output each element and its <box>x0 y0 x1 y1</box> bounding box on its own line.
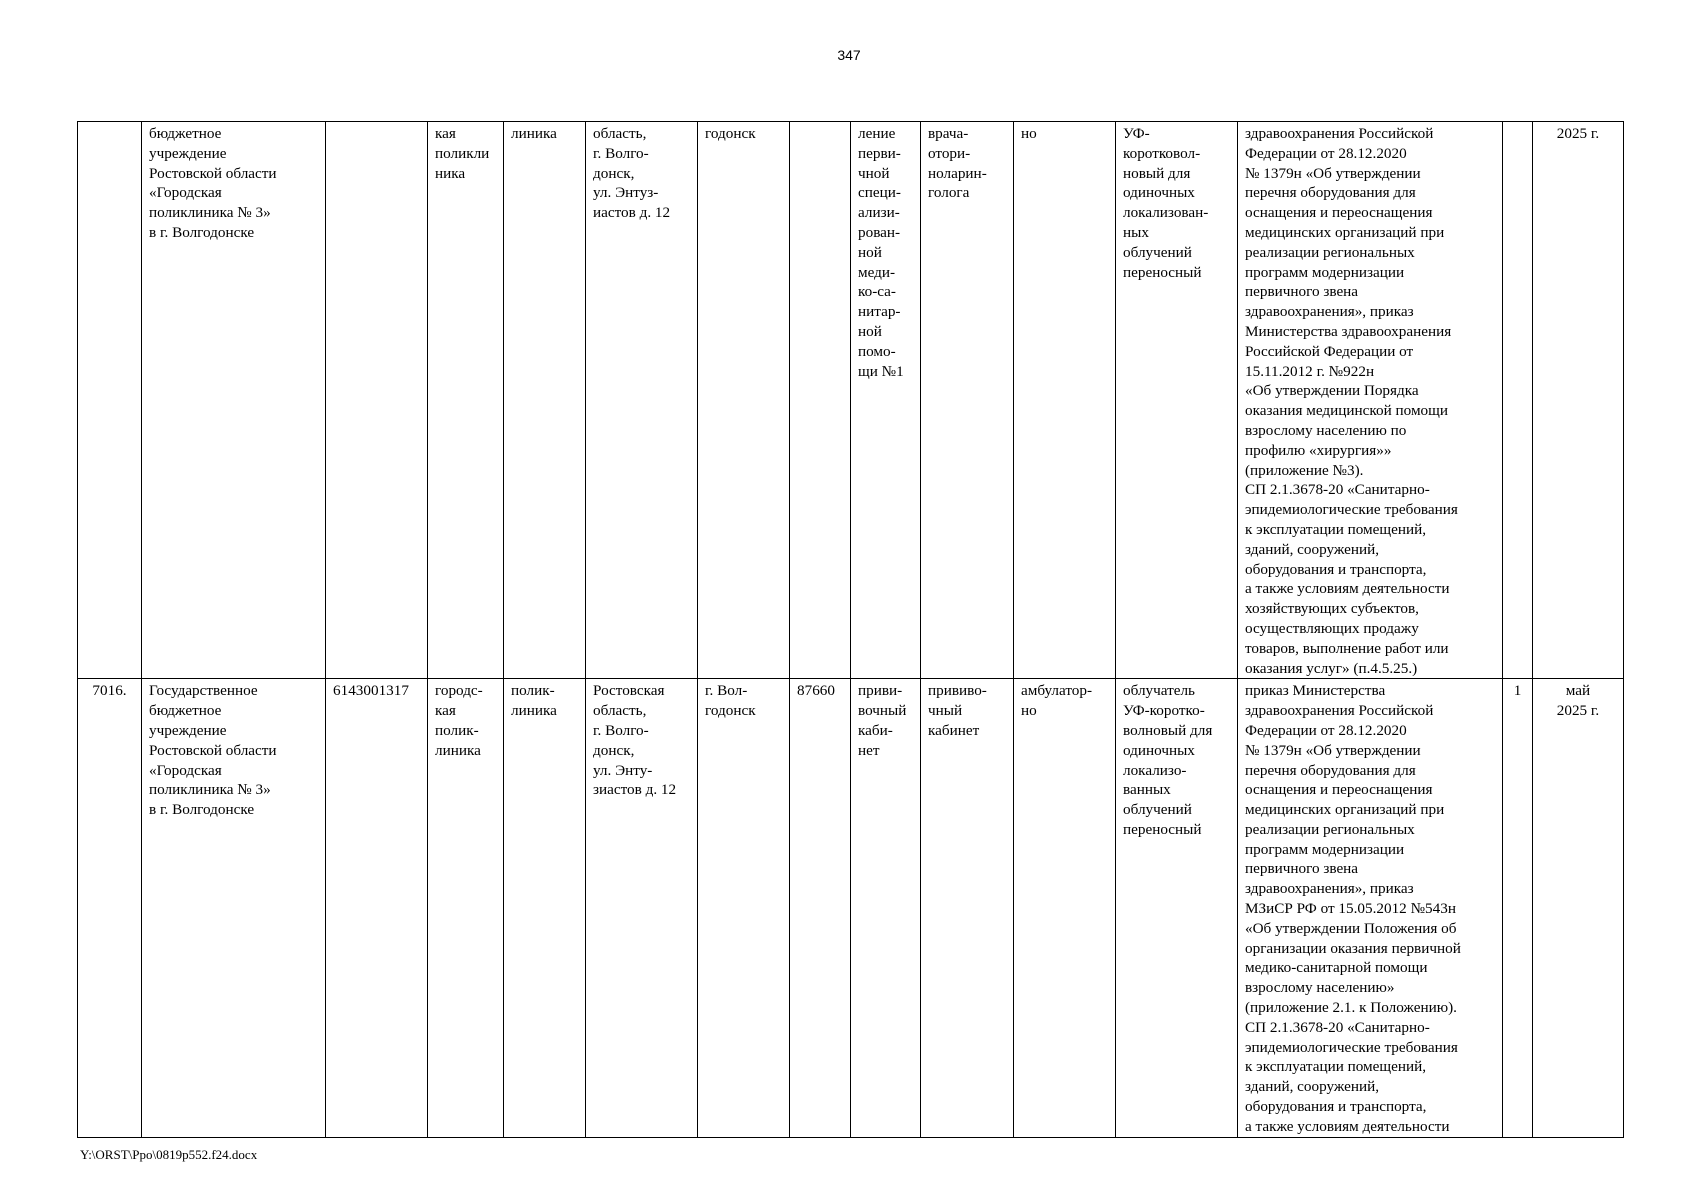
device-cell: облучатель УФ-коротко- волновый для одиночных локализо- ванных облучений переносный <box>1116 679 1238 1137</box>
date-cell: 2025 г. <box>1533 122 1624 679</box>
city-cell: г. Вол- годонск <box>698 679 790 1137</box>
date-cell: май 2025 г. <box>1533 679 1624 1137</box>
mode-cell: но <box>1014 122 1116 679</box>
organization-cell: бюджетное учреждение Ростовской области «Городская поликлиника № 3» в г. Волгодонске <box>142 122 326 679</box>
org-kind-cell: линика <box>504 122 586 679</box>
basis-cell: приказ Министерства здравоохранения Российской Федерации от 28.12.2020 № 1379н «Об утверждении перечня оборудования для оснащения и переоснащения медицинских организаций при реализации региональных программ модернизации первичного звена здравоохранения», приказ МЗиСР РФ от 15.05.2012 №543н «Об утверждении Положения об организации оказания первичной медико-санитарной помощи взрослому населению» (приложение 2.1. к Положению). СП 2.1.3678-20 «Санитарно- эпидемиологические требования к эксплуатации помещений, зданий, сооружений, оборудования и транспорта, а также условиям деятельности <box>1238 679 1503 1137</box>
address-cell: область, г. Волго- донск, ул. Энтуз- иастов д. 12 <box>586 122 698 679</box>
page-number: 347 <box>837 47 861 63</box>
address-cell: Ростовская область, г. Волго- донск, ул. Энту- зиастов д. 12 <box>586 679 698 1137</box>
table-row <box>78 679 1624 1137</box>
basis-cell: здравоохранения Российской Федерации от 28.12.2020 № 1379н «Об утверждении перечня оборудования для оснащения и переоснащения медицинских организаций при реализации региональных программ модернизации первичного звена здравоохранения», приказ Министерства здравоохранения Российской Федерации от 15.11.2012 г. №922н «Об утверждении Порядка оказания медицинской помощи взрослому населению по профилю «хирургия»» (приложение №3). СП 2.1.3678-20 «Санитарно- эпидемиологические требования к эксплуатации помещений, зданий, сооружений, оборудования и транспорта, а также условиям деятельности хозяйствующих субъектов, осуществляющих продажу товаров, выполнение работ или оказания услуг» (п.4.5.25.) <box>1238 122 1503 679</box>
code-cell: 87660 <box>790 679 851 1137</box>
city-cell: годонск <box>698 122 790 679</box>
department-cell: ление перви- чной специ- ализи- рован- ной меди- ко-са- нитар- ной помо- щи №1 <box>851 122 921 679</box>
row-number-cell <box>78 122 142 679</box>
org-kind-cell: полик- линика <box>504 679 586 1137</box>
department-cell: приви- вочный каби- нет <box>851 679 921 1137</box>
row-number-cell: 7016. <box>78 679 142 1137</box>
device-cell: УФ- коротковол- новый для одиночных локализован- ных облучений переносный <box>1116 122 1238 679</box>
room-cell: врача- отори- ноларин- голога <box>921 122 1014 679</box>
mode-cell: амбулатор- но <box>1014 679 1116 1137</box>
footer-file-path: Y:\ORST\Ppo\0819p552.f24.docx <box>80 1147 258 1162</box>
quantity-cell <box>1503 122 1533 679</box>
equipment-table <box>77 121 1624 1138</box>
table-row <box>78 122 1624 679</box>
inn-cell <box>326 122 428 679</box>
inn-cell: 6143001317 <box>326 679 428 1137</box>
organization-cell: Государственное бюджетное учреждение Ростовской области «Городская поликлиника № 3» в г. Волгодонске <box>142 679 326 1137</box>
quantity-cell: 1 <box>1503 679 1533 1137</box>
code-cell <box>790 122 851 679</box>
org-type-cell: кая поликли ника <box>428 122 504 679</box>
org-type-cell: городс- кая полик- линика <box>428 679 504 1137</box>
room-cell: прививо- чный кабинет <box>921 679 1014 1137</box>
